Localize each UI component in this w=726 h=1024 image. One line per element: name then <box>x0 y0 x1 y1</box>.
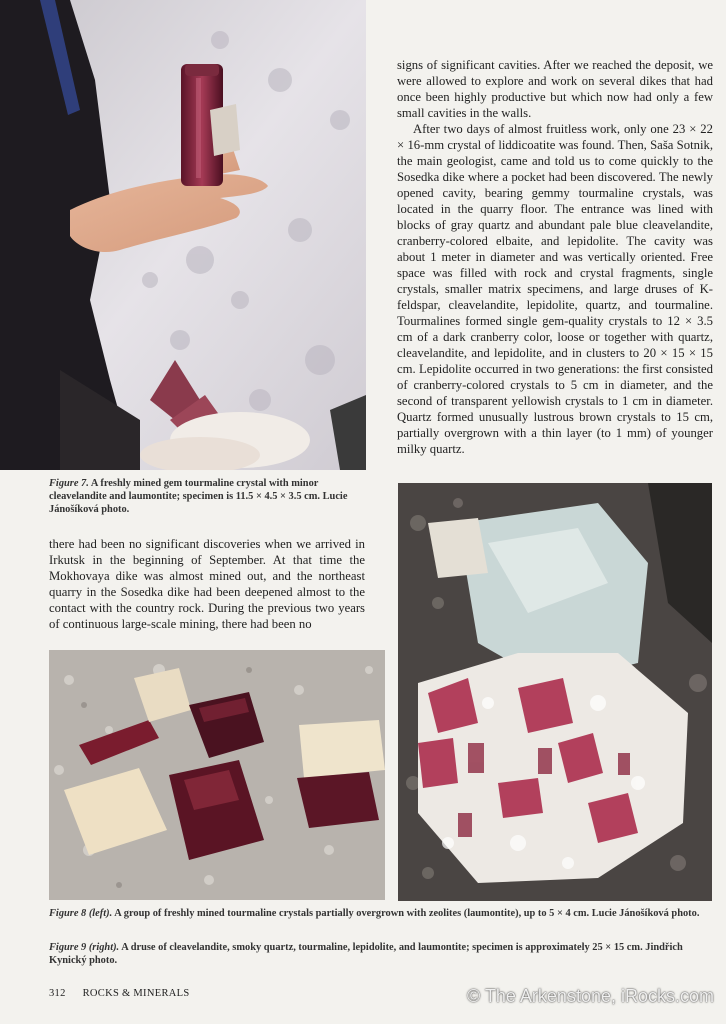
journal-name: ROCKS & MINERALS <box>82 988 190 999</box>
page-footer <box>49 988 190 999</box>
figure-7-photo <box>0 0 366 470</box>
figure-9-photo <box>398 483 712 901</box>
body-text-left-column <box>49 536 365 632</box>
figure-8-photo <box>49 650 385 900</box>
figure-label: Figure 7. <box>49 478 89 489</box>
figure-9-caption <box>49 941 713 967</box>
figure-8-caption <box>49 907 713 920</box>
figure-7-caption <box>49 477 359 516</box>
figure-label: Figure 8 (left). <box>49 908 113 919</box>
figure-label: Figure 9 (right). <box>49 942 120 953</box>
caption-text: A freshly mined gem tourmaline crystal with minor cleavelandite and laumontite; specimen is 11.5 × 4.5 × 3.5 cm. Lucie Jánošíková photo. <box>49 478 348 515</box>
caption-text: A druse of cleavelandite, smoky quartz, tourmaline, lepidolite, and laumontite; specimen is approximately 25 × 15 cm. Jindřich Kynický photo. <box>49 942 683 966</box>
paragraph: signs of significant cavities. After we reached the deposit, we were allowed to explore and work on several dikes that had once been highly productive but which now had only a few small cavities in the walls. <box>397 58 713 120</box>
paragraph: there had been no significant discoveries when we arrived in Irkutsk in the beginning of September. At that time the Mokhovaya dike was almost mined out, and the northeast quarry in the Sosedka dike had been deepened almost to the contact with the country rock. During the previous two years of continuous large-scale mining, there had been no <box>49 537 365 631</box>
copyright-watermark: © The Arkenstone, iRocks.com <box>466 986 714 1006</box>
paragraph: After two days of almost fruitless work, only one 23 × 22 × 16-mm crystal of liddicoatite was found. Then, Saša Sotnik, the main geologist, came and told us to come quickly to the Sosedka dike where a pocket had been discovered. The newly opened cavity, bearing gemmy tourmaline crystals, was located in the quarry floor. The entrance was lined with blocks of gray quartz and abundant pale blue cleavelandite, cranberry-colored elbaite, and lepidolite. The cavity was about 1 meter in diameter and was vertically oriented. Free space was filled with rock and crystal fragments, single crystals, smaller matrix specimens, and large druses of K-feldspar, cleavelandite, lepidolite, quartz, and tourmaline. Tourmalines formed single gem-quality crystals to 12 × 3.5 cm of a dark cranberry color, loose or together with quartz, cleavelandite, and lepidolite, and in clusters to 20 × 15 × 15 cm. Lepidolite occurred in two generations: the first consisted of cranberry-colored crystals to 5 cm in diameter, and the second of transparent yellowish crystals to 1 cm in diameter. Quartz formed unusually lustrous brown crystals to 15 cm, partially overgrown with a thin layer (to 1 mm) of younger milky quartz. <box>397 122 713 456</box>
page-number: 312 <box>49 988 66 999</box>
caption-text: A group of freshly mined tourmaline crystals partially overgrown with zeolites (laumontite), up to 5 × 4 cm. Lucie Jánošíková photo. <box>114 908 700 919</box>
body-text-right-column <box>397 57 713 457</box>
